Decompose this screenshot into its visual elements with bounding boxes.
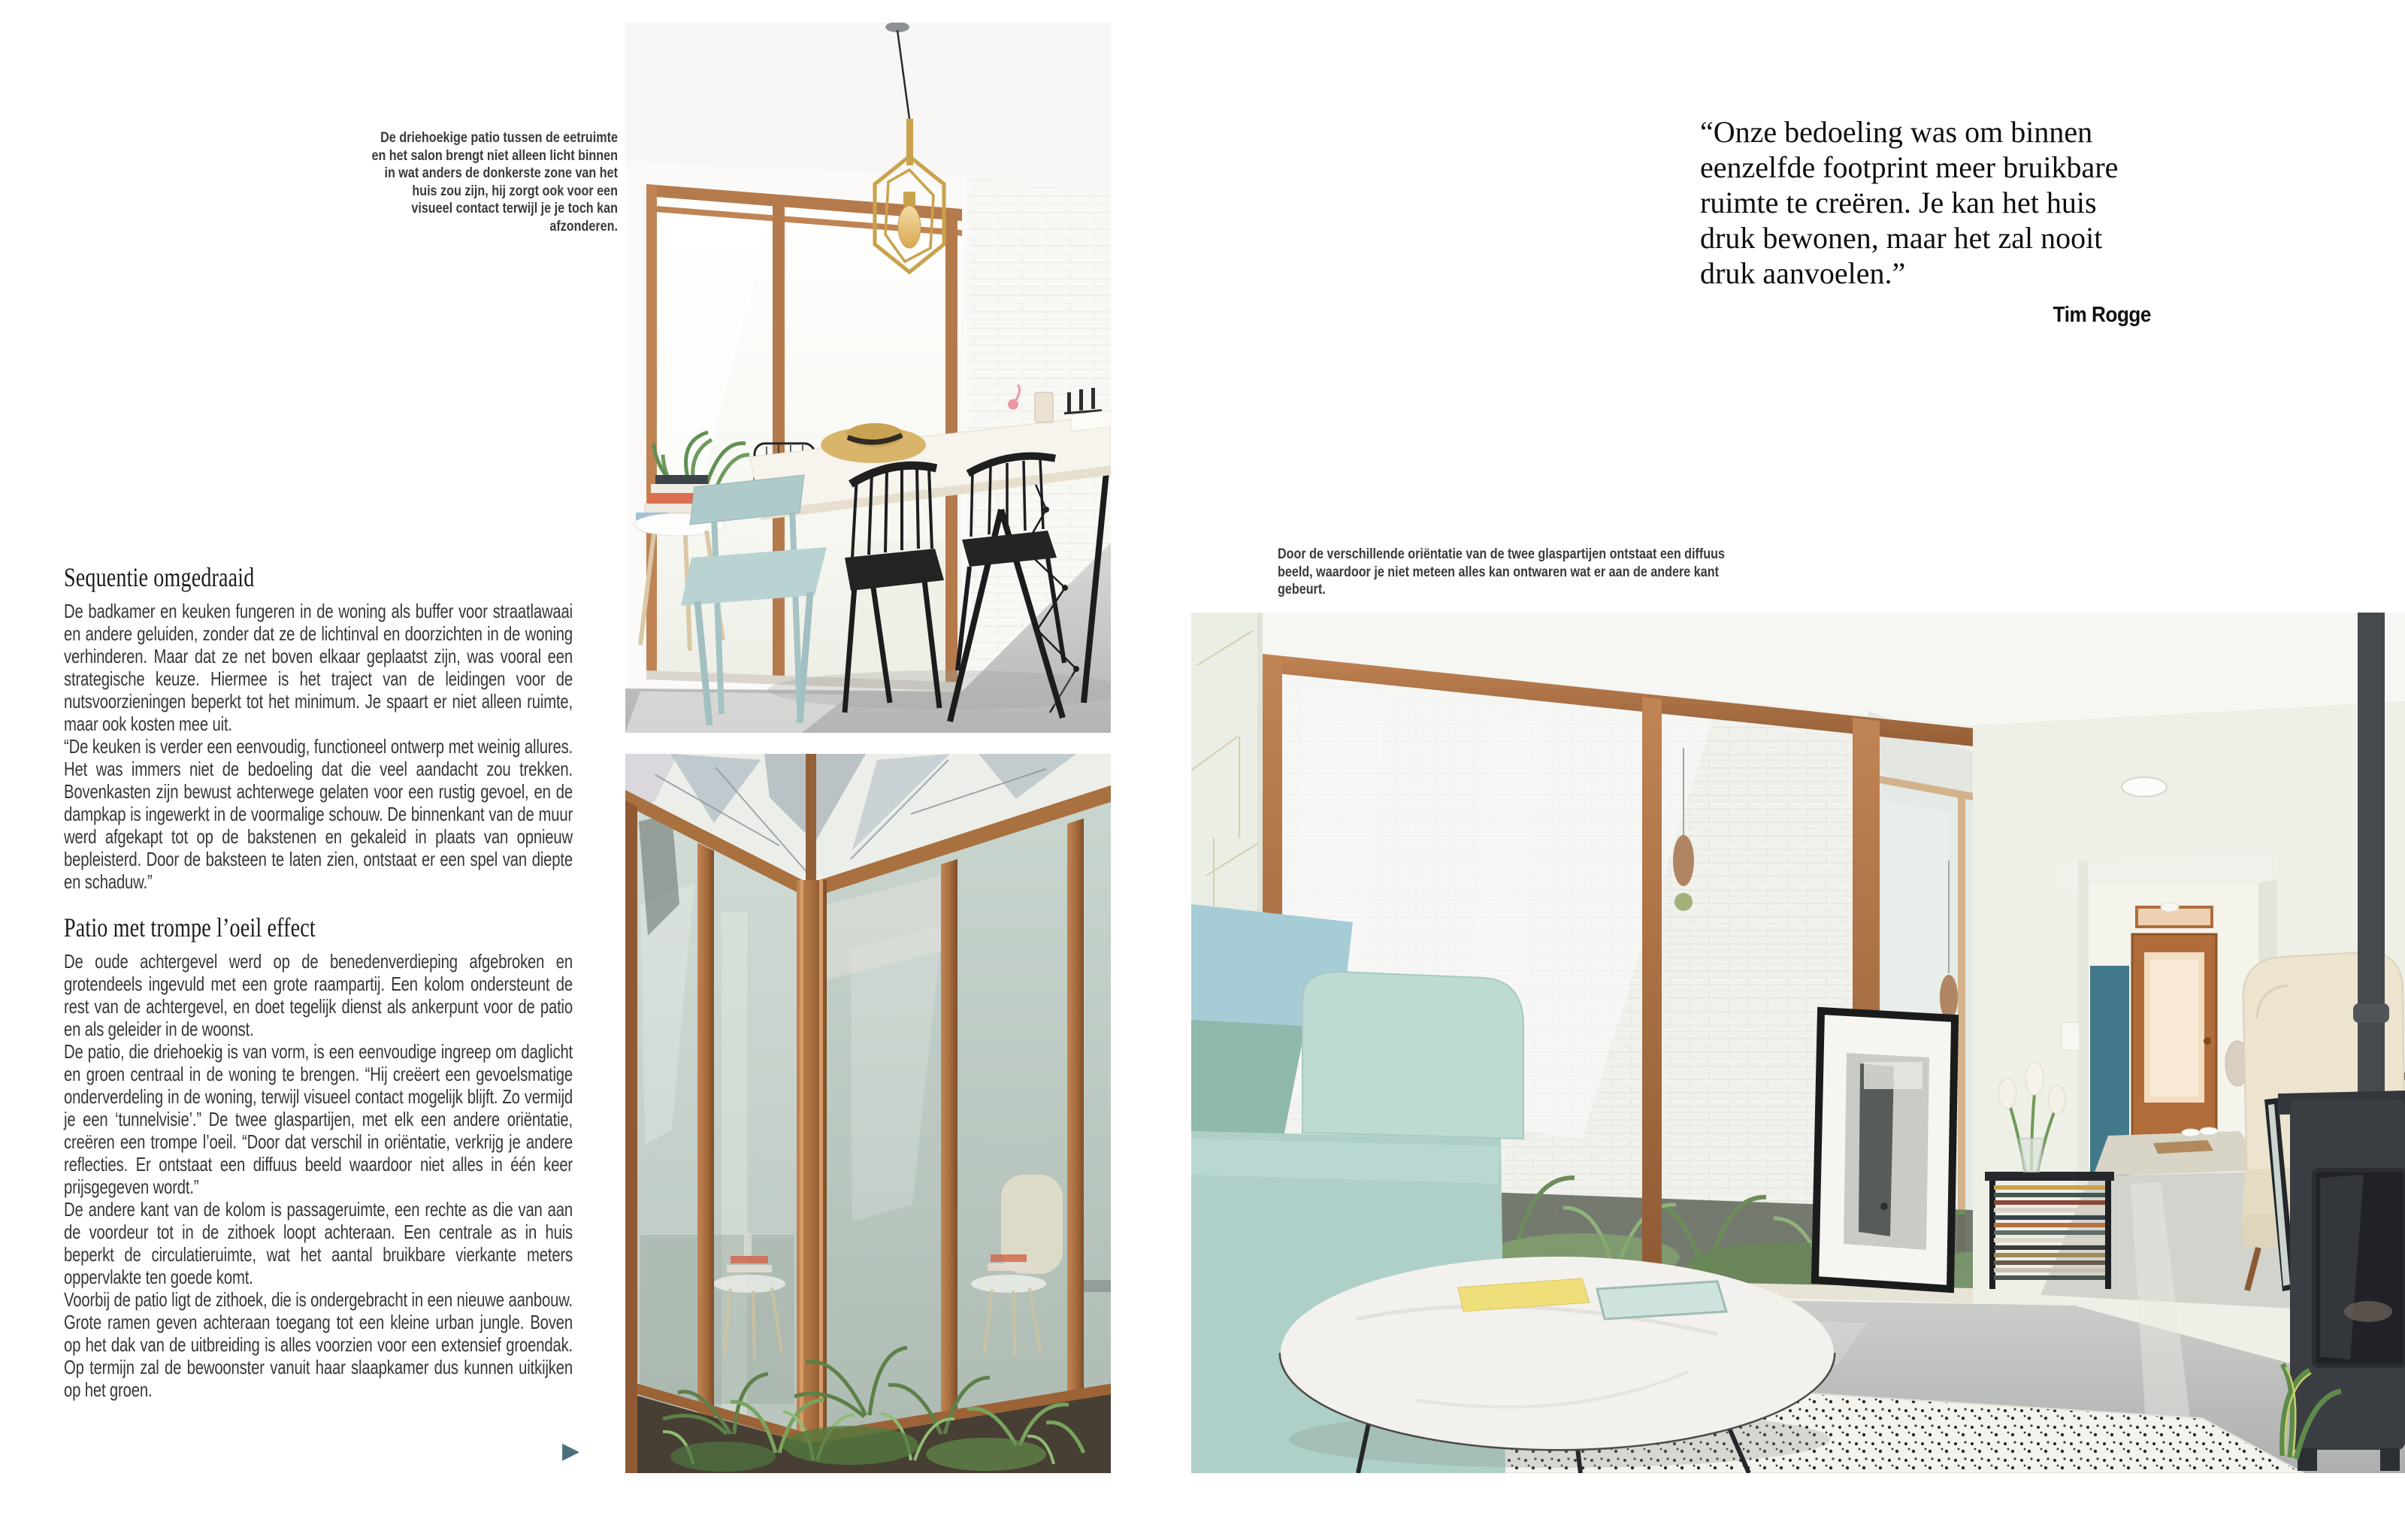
pull-quote-attribution: Tim Rogge <box>2053 303 2151 327</box>
front-door <box>2132 907 2216 1136</box>
coffee-table <box>1281 1257 1834 1473</box>
caption-glass-right: Door de verschillende oriëntatie van de twee glaspartijen ontstaat een diffuus beeld, waardoor je niet meteen alles kan ontwaren wat er aan de andere kant gebeurt. <box>1278 546 1726 598</box>
continue-arrow-icon: ▶ <box>562 1439 580 1463</box>
article-paragraph: De oude achtergevel werd op de benedenverdieping afgebroken en grotendeels ingevuld met een grote raampartij. Een kolom ondersteunt de rest van de achtergevel, en doet tegelijk dienst als ankerpunt voor de patio en als geleider in de woonst. <box>64 950 573 1040</box>
reflected-side-table <box>713 1275 785 1293</box>
light-switch <box>2062 1022 2080 1051</box>
article-paragraph: De patio, die driehoekig is van vorm, is een eenvoudige ingreep om daglicht en groen centraal in de woning te brengen. “Hij creëert een gevoelsmatige onderverdeling in de woning, terwijl visueel contact mogelijk blijft. Zo vermijd je een ‘tunnelvisie’.” De twee glaspartijen, met elk een andere oriëntatie, creëren een trompe l’oeil. “Door dat verschil in oriëntatie, verkrijg je andere reflecties. Er ontstaat een diffuus beeld waardoor niet alles in één keer prijsgegeven wordt.” <box>64 1040 573 1198</box>
article-paragraph: De andere kant van de kolom is passageruimte, een rechte as die van aan de voordeur tot in de zithoek loopt achteraan. Een centrale as in huis beperkt de circulatieruimte, wat het aantal bruikbare vierkante meters oppervlakte ten goede komt. <box>64 1198 573 1288</box>
living-room-illustration <box>1191 613 2405 1473</box>
photo-patio-corner <box>625 754 1111 1473</box>
ceiling-lamp <box>2122 777 2167 797</box>
pull-quote <box>1700 114 2151 328</box>
article-paragraph: De badkamer en keuken fungeren in de woning als buffer voor straatlawaai en andere geluiden, zonder dat ze de lichtinval en doorzichten in de woning verhinderen. Maar dat ze net boven elkaar geplaatst zijn, was vooral een strategische keuze. Hiermee is het traject van de leidingen voor de nutsvoorzieningen beperkt tot het minimum. Je spaart er niet alleen ruimte, maar ook kosten mee uit. <box>64 600 573 735</box>
article-paragraph: Voorbij de patio ligt de zithoek, die is ondergebracht in een nieuwe aanbouw. Grote ramen geven achteraan toegang tot een kleine urban jungle. Boven op het dak van de uitbreiding is alles voorzien voor een extensief groendak. Op termijn zal de bewoonster vanuit haar slaapkamer dus kunnen uitkijken op het groen. <box>64 1288 573 1401</box>
article-column <box>64 562 573 1401</box>
section-heading: Sequentie omgedraaid <box>64 562 255 592</box>
mint-tray <box>1597 1281 1726 1319</box>
dining-room-illustration <box>625 23 1111 733</box>
photo-dining-room <box>625 23 1111 733</box>
picture-frame <box>1815 1011 1955 1289</box>
sofa-armrest <box>1302 972 1523 1139</box>
pull-quote-text: “Onze bedoeling was om binnen eenzelfde footprint meer bruikbare ruimte te creëren. Je kan het huis druk bewonen, maar het zal nooit druk aanvoelen.” <box>1700 115 2119 290</box>
section-heading: Patio met trompe l’oeil effect <box>64 912 316 942</box>
stove-flue <box>2358 613 2385 1100</box>
door-handle <box>2204 1037 2211 1045</box>
article-section-patio <box>64 912 573 1401</box>
article-section-sequentie <box>64 562 573 893</box>
patio-corner-illustration <box>625 754 1111 1473</box>
article-paragraph: “De keuken is verder een eenvoudig, functioneel ontwerp met weinig allures. Het was immers niet de bedoeling dat die veel aandacht zou trekken. Bovenkasten zijn bewust achterwege gelaten voor een rustig gevoel, en de dampkap is ingewerkt in de voormalige schouw. De binnenkant van de muur werd afgekapt tot op de bakstenen en gekaleid in plaats van opnieuw bepleisterd. Door de baksteen te laten zien, ontstaat er een spel van diepte en schaduw.” <box>64 735 573 893</box>
photo-living-room <box>1191 613 2405 1473</box>
light-bulb <box>898 206 921 248</box>
sneakers <box>2182 1129 2200 1136</box>
caption-patio-left: De driehoekige patio tussen de eetruimte en het salon brengt niet alleen licht binnen in wat anders de donkerste zone van het huis zou zijn, hij zorgt ook voor een visueel contact terwijl je je toch kan afzonderen. <box>371 130 618 234</box>
